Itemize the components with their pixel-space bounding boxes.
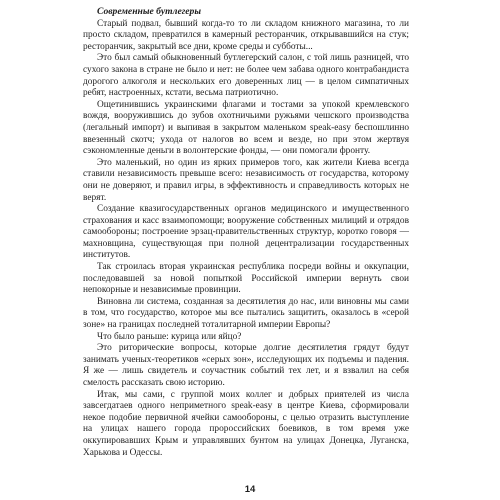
paragraph-4: Это маленький, но один из ярких примеров того, как жители Киева всегда ставили независимость превыше всего: независимость от государства, которому они не доверяют, и правил игры, в эффективность и справедливость которых не верят. — [83, 157, 409, 203]
paragraph-7: Виновна ли система, созданная за десятилетия до нас, или виновны мы сами в том, что государство, которое мы все пытались защитить, оказалось в «серой зоне» на границах последней тоталитарной империи Европы? — [83, 296, 409, 331]
paragraph-5: Создание квазигосударственных органов медицинского и имущественного страхования и касс взаимопомощи; вооружение собственных милиций и отрядов самообороны; построение эрзац-правительственных структур, коротко говоря — махновщина, существующая при полной децентрализации государственных институтов. — [83, 204, 409, 261]
paragraph-8: Что было раньше: курица или яйцо? — [97, 331, 242, 342]
paragraph-6: Так строилась вторая украинская республика посреди войны и оккупации, последовавшей за новой попыткой Российской империи вернуть свои непокорные и независимые провинции. — [83, 262, 409, 296]
page-number: 14 — [244, 484, 256, 495]
paragraph-9: Это риторические вопросы, которые долгие десятилетия грядут будут занимать ученых-теоретиков «серых зон», исследующих их подъемы и падения. Я же — лишь свидетель и соучастник событий тех лет, и я взвалил на себя смелость рассказать свою историю. — [83, 343, 409, 388]
paragraph-1: Старый подвал, бывший когда-то то ли складом книжного магазина, то ли просто складом, превратился в камерный ресторанчик, открывавшийся на стук; ресторанчик, закрытый все дни, кроме среды и субботы... — [83, 18, 409, 52]
page-body — [83, 6, 409, 459]
paragraph-10: Итак, мы сами, с группой моих коллег и добрых приятелей из числа завсегдатаев одного неприметного speak-easy в центре Киева, сформировали некое подобие первичной ячейки самообороны, с целью отразить выступление на улицах нашего города пророссийских боевиков, в том время уже оккупировавших Крым и управлявших бунтом на улицах Донецка, Луганска, Харькова и Одессы. — [83, 389, 409, 458]
section-heading: Современные бутлегеры — [97, 6, 201, 17]
paragraph-2: Это был самый обыкновенный бутлегерский салон, с той лишь разницей, что сухого закона в стране не было и нет: не более чем забава одного контрабандиста дорогого алкоголя и нескольких его доверенных лиц — в целом симпатичных ребят, настроенных, кстати, весьма патриотично. — [83, 53, 409, 99]
paragraph-3: Ощетинившись украинскими флагами и тостами за упокой кремлевского вождя, вооружившись до зубов охотничьими ружьями чешского производства (легальный импорт) и выпивая в закрытом маленьком speak-easy беспошлинно ввезенный скотч; ухода от налогов во всем и везде, но при этом жертвуя сэкономленные деньги в волонтерские фонды, — они помогали фронту. — [83, 99, 409, 157]
